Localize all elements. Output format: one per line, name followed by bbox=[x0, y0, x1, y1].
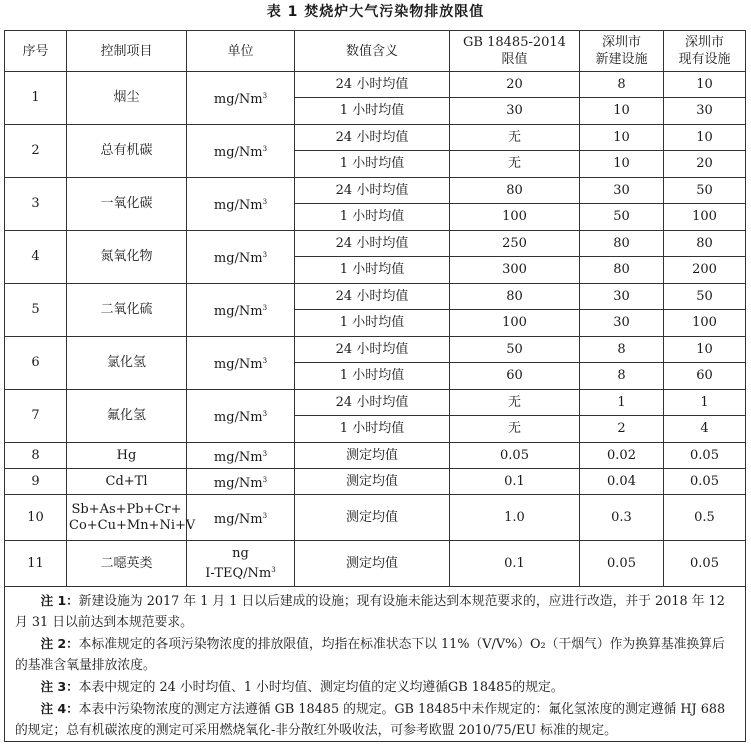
row-gb-value: 250 bbox=[450, 231, 580, 257]
table-note bbox=[15, 698, 735, 741]
row-seq: 5 bbox=[5, 284, 67, 337]
row-unit bbox=[187, 495, 295, 541]
row-exist-value: 4 bbox=[664, 416, 746, 443]
row-gb-value: 无 bbox=[450, 390, 580, 416]
row-exist-value: 0.05 bbox=[664, 443, 746, 469]
row-unit bbox=[187, 390, 295, 443]
row-exist-value: 10 bbox=[664, 72, 746, 98]
note-text: 新建设施为 2017 年 1 月 1 日以后建成的设施；现有设施未能达到本规范要求的，应进行改造，并于 2018 年 12 月 31 日以前达到本规范要求。 bbox=[15, 594, 725, 630]
row-gb-value: 20 bbox=[450, 72, 580, 98]
row-meaning: 24 小时均值 bbox=[295, 390, 450, 416]
header-seq: 序号 bbox=[5, 31, 67, 72]
row-item: 二氧化硫 bbox=[67, 284, 187, 337]
row-unit bbox=[187, 284, 295, 337]
row-seq: 8 bbox=[5, 443, 67, 469]
row-exist-value: 100 bbox=[664, 310, 746, 337]
row-new-value: 30 bbox=[580, 178, 664, 204]
row-new-value: 0.3 bbox=[580, 495, 664, 541]
row-seq: 10 bbox=[5, 495, 67, 541]
row-seq: 2 bbox=[5, 125, 67, 178]
row-gb-value: 80 bbox=[450, 178, 580, 204]
row-gb-value: 0.05 bbox=[450, 443, 580, 469]
row-unit bbox=[187, 231, 295, 284]
table-row bbox=[5, 495, 746, 541]
header-shenzhen-existing: 深圳市 现有设施 bbox=[664, 31, 746, 72]
row-unit: ng I-TEQ/Nm$^3$ bbox=[187, 541, 295, 587]
header-gb-limit: GB 18485-2014 限值 bbox=[450, 31, 580, 72]
row-gb-value: 1.0 bbox=[450, 495, 580, 541]
row-meaning: 24 小时均值 bbox=[295, 337, 450, 363]
row-gb-value: 无 bbox=[450, 125, 580, 151]
row-item: 氟化氢 bbox=[67, 390, 187, 443]
row-exist-value: 1 bbox=[664, 390, 746, 416]
row-exist-value: 20 bbox=[664, 151, 746, 178]
row-item: 氯化氢 bbox=[67, 337, 187, 390]
row-gb-value: 60 bbox=[450, 363, 580, 390]
notes-row bbox=[5, 587, 746, 742]
table-row bbox=[5, 72, 746, 98]
row-meaning: 1 小时均值 bbox=[295, 310, 450, 337]
row-gb-value: 300 bbox=[450, 257, 580, 284]
unit-label: mg/Nm$^3$ bbox=[213, 145, 268, 160]
header-unit: 单位 bbox=[187, 31, 295, 72]
row-item: 氮氧化物 bbox=[67, 231, 187, 284]
row-exist-value: 0.5 bbox=[664, 495, 746, 541]
table-note bbox=[15, 676, 735, 698]
row-new-value: 0.02 bbox=[580, 443, 664, 469]
row-new-value: 80 bbox=[580, 257, 664, 284]
row-gb-value: 50 bbox=[450, 337, 580, 363]
row-new-value: 2 bbox=[580, 416, 664, 443]
row-new-value: 80 bbox=[580, 231, 664, 257]
unit-label: mg/Nm$^3$ bbox=[213, 251, 268, 266]
row-new-value: 10 bbox=[580, 151, 664, 178]
note-text: 本标准规定的各项污染物浓度的排放限值，均指在标准状态下以 11%（V/V%）O₂（干烟气）作为换算基准换算后的基准含氧量排放浓度。 bbox=[15, 637, 725, 673]
row-meaning: 24 小时均值 bbox=[295, 284, 450, 310]
unit-label: mg/Nm$^3$ bbox=[213, 198, 268, 213]
row-unit bbox=[187, 443, 295, 469]
row-exist-value: 60 bbox=[664, 363, 746, 390]
unit-label: mg/Nm$^3$ bbox=[213, 475, 268, 491]
row-exist-value: 80 bbox=[664, 231, 746, 257]
row-new-value: 10 bbox=[580, 125, 664, 151]
row-unit bbox=[187, 469, 295, 495]
table-row bbox=[5, 541, 746, 587]
row-gb-value: 0.1 bbox=[450, 469, 580, 495]
row-meaning: 1 小时均值 bbox=[295, 204, 450, 231]
row-new-value: 8 bbox=[580, 72, 664, 98]
row-new-value: 8 bbox=[580, 363, 664, 390]
row-exist-value: 10 bbox=[664, 125, 746, 151]
row-exist-value: 200 bbox=[664, 257, 746, 284]
table-row bbox=[5, 178, 746, 204]
row-unit bbox=[187, 178, 295, 231]
table-header-row bbox=[5, 31, 746, 72]
row-item: 烟尘 bbox=[67, 72, 187, 125]
row-gb-value: 30 bbox=[450, 98, 580, 125]
row-seq: 11 bbox=[5, 541, 67, 587]
row-new-value: 10 bbox=[580, 98, 664, 125]
row-item: 二噁英类 bbox=[67, 541, 187, 587]
unit-label: mg/Nm$^3$ bbox=[213, 92, 268, 107]
row-new-value: 1 bbox=[580, 390, 664, 416]
row-exist-value: 10 bbox=[664, 337, 746, 363]
row-meaning: 1 小时均值 bbox=[295, 151, 450, 178]
row-gb-value: 无 bbox=[450, 151, 580, 178]
row-new-value: 0.05 bbox=[580, 541, 664, 587]
table-note bbox=[15, 590, 735, 633]
row-new-value: 0.04 bbox=[580, 469, 664, 495]
row-meaning: 24 小时均值 bbox=[295, 72, 450, 98]
row-meaning: 测定均值 bbox=[295, 541, 450, 587]
table-row bbox=[5, 284, 746, 310]
row-seq: 9 bbox=[5, 469, 67, 495]
unit-label: mg/Nm$^3$ bbox=[213, 449, 268, 465]
row-meaning: 1 小时均值 bbox=[295, 363, 450, 390]
row-meaning: 测定均值 bbox=[295, 495, 450, 541]
table-row bbox=[5, 469, 746, 495]
row-seq: 7 bbox=[5, 390, 67, 443]
header-meaning: 数值含义 bbox=[295, 31, 450, 72]
note-label: 注 2： bbox=[40, 636, 79, 651]
row-exist-value: 100 bbox=[664, 204, 746, 231]
row-new-value: 30 bbox=[580, 310, 664, 337]
row-item: Sb+As+Pb+Cr+ Co+Cu+Mn+Ni+V bbox=[67, 495, 187, 541]
notes-cell bbox=[5, 587, 746, 742]
note-label: 注 3： bbox=[40, 679, 79, 694]
table-note bbox=[15, 633, 735, 676]
row-item: 总有机碳 bbox=[67, 125, 187, 178]
row-gb-value: 无 bbox=[450, 416, 580, 443]
row-exist-value: 50 bbox=[664, 284, 746, 310]
table-row bbox=[5, 337, 746, 363]
unit-label: mg/Nm$^3$ bbox=[213, 304, 268, 319]
emission-limits-table bbox=[4, 30, 746, 742]
row-meaning: 1 小时均值 bbox=[295, 257, 450, 284]
table-row bbox=[5, 231, 746, 257]
row-seq: 3 bbox=[5, 178, 67, 231]
row-unit bbox=[187, 337, 295, 390]
note-text: 本表中规定的 24 小时均值、1 小时均值、测定均值的定义均遵循GB 18485的规定。 bbox=[78, 680, 564, 695]
unit-label: mg/Nm$^3$ bbox=[213, 357, 268, 372]
row-item: Cd+Tl bbox=[67, 469, 187, 495]
row-meaning: 1 小时均值 bbox=[295, 98, 450, 125]
row-new-value: 50 bbox=[580, 204, 664, 231]
row-exist-value: 30 bbox=[664, 98, 746, 125]
row-gb-value: 100 bbox=[450, 204, 580, 231]
note-label: 注 1： bbox=[40, 593, 79, 608]
row-seq: 4 bbox=[5, 231, 67, 284]
table-title: 表 1 焚烧炉大气污染物排放限值 bbox=[266, 4, 485, 20]
row-gb-value: 100 bbox=[450, 310, 580, 337]
table-row bbox=[5, 125, 746, 151]
row-new-value: 8 bbox=[580, 337, 664, 363]
row-gb-value: 0.1 bbox=[450, 541, 580, 587]
table-row bbox=[5, 443, 746, 469]
row-meaning: 1 小时均值 bbox=[295, 416, 450, 443]
row-meaning: 测定均值 bbox=[295, 469, 450, 495]
row-exist-value: 50 bbox=[664, 178, 746, 204]
note-label: 注 4： bbox=[40, 701, 79, 716]
row-meaning: 测定均值 bbox=[295, 443, 450, 469]
row-seq: 6 bbox=[5, 337, 67, 390]
header-item: 控制项目 bbox=[67, 31, 187, 72]
header-shenzhen-new: 深圳市 新建设施 bbox=[580, 31, 664, 72]
table-row bbox=[5, 390, 746, 416]
row-item: Hg bbox=[67, 443, 187, 469]
row-meaning: 24 小时均值 bbox=[295, 231, 450, 257]
row-new-value: 30 bbox=[580, 284, 664, 310]
row-meaning: 24 小时均值 bbox=[295, 125, 450, 151]
unit-label: mg/Nm$^3$ bbox=[213, 511, 268, 527]
row-gb-value: 80 bbox=[450, 284, 580, 310]
row-exist-value: 0.05 bbox=[664, 469, 746, 495]
note-text: 本表中污染物浓度的测定方法遵循 GB 18485 的规定。GB 18485中未作规定的：氟化氢浓度的测定遵循 HJ 688 的规定；总有机碳浓度的测定可采用燃烧氧化-非分散红外吸收法，可参考欧盟 2010/75/EU 标准的规定。 bbox=[15, 702, 726, 738]
row-exist-value: 0.05 bbox=[664, 541, 746, 587]
row-unit bbox=[187, 72, 295, 125]
row-seq: 1 bbox=[5, 72, 67, 125]
unit-label: mg/Nm$^3$ bbox=[213, 410, 268, 425]
row-meaning: 24 小时均值 bbox=[295, 178, 450, 204]
row-item: 一氧化碳 bbox=[67, 178, 187, 231]
row-unit bbox=[187, 125, 295, 178]
